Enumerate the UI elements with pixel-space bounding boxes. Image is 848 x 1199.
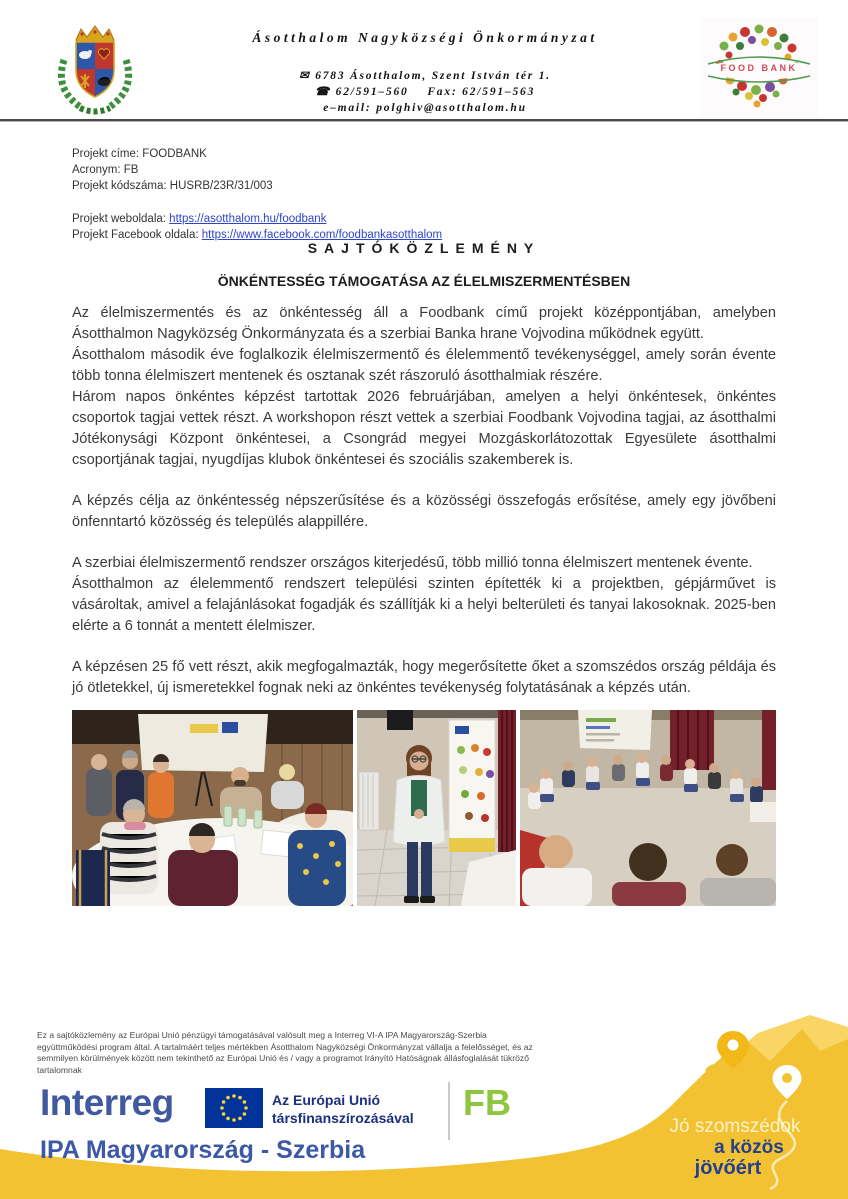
fax-text: Fax: 62/591–563 [427,86,536,98]
press-release-subtitle: ÖNKÉNTESSÉG TÁMOGATÁSA AZ ÉLELMISZERMENTÉSBEN [217,273,631,289]
eu-flag-icon [205,1088,263,1128]
slogan-line2: a közös [714,1137,784,1158]
facebook-link[interactable]: https://www.facebook.com/foodbankasotthalom [201,228,443,241]
phone-icon: ☎ [314,86,331,98]
paragraph: Három napos önkéntes képzést tartottak 2026 februárjában, amelyen a helyi önkéntesek, önkéntes csoportok tagjai vettek részt. A workshopon részt vettek a szerbiai Foodbank Vojvodina tagjai, az ásotthalmi Jótékonysági Központ önkéntesei, a Csongrád megyei Mozgáskorlátozottak Egyesülete ásotthalmi csoportjának tagjai, nyugdíjas klubok önkéntesei és szociális szakemberek is. [72,389,776,468]
website-label: Projekt weboldala: [72,212,170,225]
website-link[interactable]: https://asotthalom.hu/foodbank [169,212,327,225]
foodbank-logo-text: FOOD BANK [720,63,798,73]
org-name: Ásotthalom Nagyközségi Önkormányzat [252,30,598,45]
project-website-line [72,211,442,227]
press-release-title: SAJTÓKÖZLEMÉNY [307,240,541,256]
paragraph: Az élelmiszermentés és az önkéntesség áll a Foodbank című projekt középpontjában, amelyben Ásotthalmon Nagyközség Önkormányzata és a szerbiai Banka hrane Vojvodina működnek együtt. [72,305,776,342]
paragraph: Ásotthalom második éve foglalkozik élelmiszermentő és élelemmentő tevékenységgel, amely során évente több tonna élelmiszert mentenek és osztanak szét rászoruló ásotthalmiak részére. [72,347,776,384]
email-line: e–mail: polghiv@asotthalom.hu [323,102,527,114]
ipa-program-wordmark: IPA Magyarország - Szerbia [40,1136,366,1164]
photo-circle [520,710,776,906]
program-slogan [645,1116,825,1179]
address-line [240,68,610,84]
eu-text-line1: Az Európai Unió [272,1092,381,1108]
coat-of-arms [52,24,138,116]
project-title-line: Projekt címe: FOODBANK [72,148,207,160]
slogan-line1: Jó szomszédok [669,1116,801,1137]
paragraph: A képzés célja az önkéntesség népszerűsítése és a közösségi összefogás erősítése, amely egy jövőbeni önfenntartó közösség és település alappillére. [72,493,776,530]
header-letterhead [240,30,610,116]
address-text: 6783 Ásotthalom, Szent István tér 1. [315,70,551,82]
interreg-wordmark: Interreg [40,1082,174,1123]
project-code-line: Projekt kódszáma: HUSRB/23R/31/003 [72,180,273,193]
eu-text-line2: társfinanszírozásával [272,1110,414,1126]
mail-icon: ✉ [299,70,311,82]
photo-row [72,710,776,906]
paragraph: A szerbiai élelmiszermentő rendszer országos kiterjedésű, több millió tonna élelmiszert mentenek évente. [72,555,753,571]
eu-cofinancing-text [272,1091,414,1127]
slogan-line3: jövőért [694,1157,762,1179]
project-acronym-logo: FB [463,1082,511,1123]
paragraph: A képzésen 25 fő vett részt, akik megfogalmazták, hogy megerősítette őket a szomszédos ország példája és jó ötletekkel, új ismeretekkel fognak neki az önkéntes tevékenység folytatásának a képzés után. [72,659,776,696]
project-acronym-line: Acronym: FB [72,164,139,177]
phone-fax-line [240,84,610,100]
project-info [72,146,442,243]
funding-disclaimer: Ez a sajtóközlemény az Európai Unió pénzügyi támogatásával valósult meg a Interreg VI-A IPA Magyarország-Szerbia együttműködési program által. A tartalmáért teljes mértékben Ásotthalom Nagyközségi Önkormányzat vállalja a felelősséget, és az semmilyen körülmények között nem tekinthető az Európai Unió és / vagy a programot Irányító Hatóságnak állásfoglalását tükröző tartalomnak [37,1030,533,1075]
photo-presenter [357,710,516,906]
paragraph: Ásotthalmon az élelemmentő rendszert települési szinten építették ki a projektben, gépjárművet is vásároltak, amivel a felajánlásokat fogadják és szállítják ki a helyi belterületi és tanyai lakosoknak. 2025-ben elérte a 6 tonnát a mentett élelmiszer. [72,576,776,634]
header-contact [240,68,610,116]
header-divider [0,119,848,122]
foodbank-logo [700,18,818,118]
facebook-label: Projekt Facebook oldala: [72,228,202,241]
press-release-body [72,303,776,699]
logo-divider [448,1082,450,1140]
photo-groupwork [72,710,353,906]
phone-text: 62/591–560 [335,86,409,98]
